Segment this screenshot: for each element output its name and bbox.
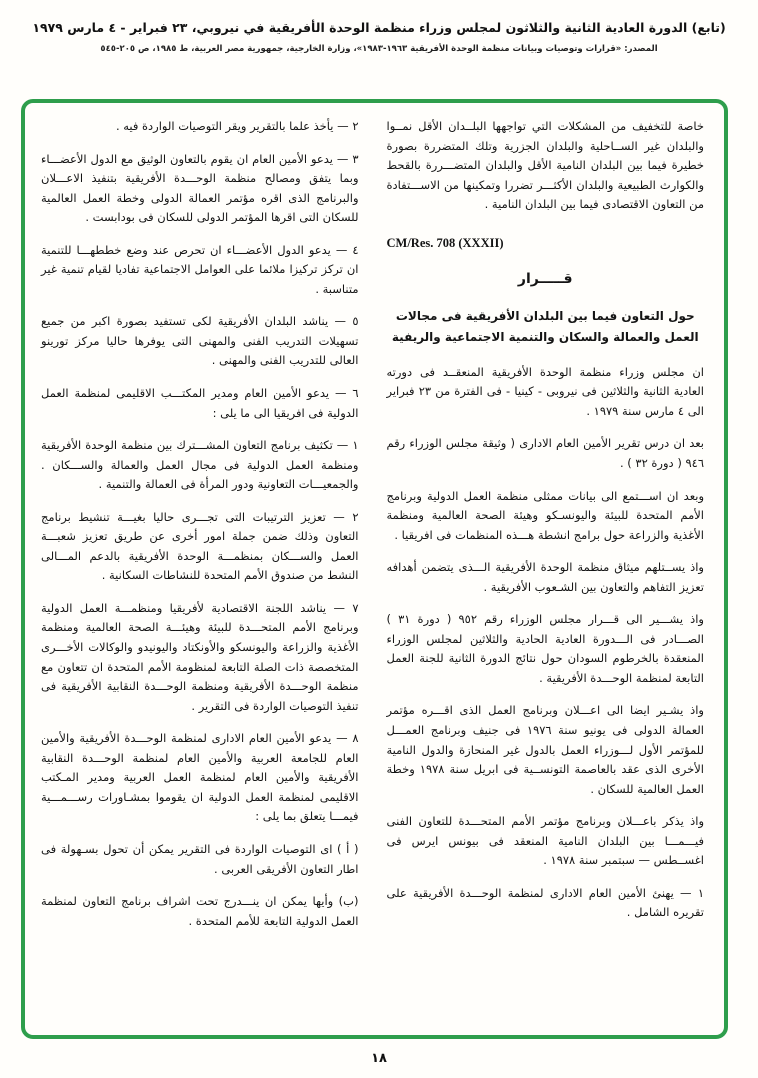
paragraph: ٢ — تعزيز الترتيبات التى تجـــرى حاليا بغيـــة تنشيط برنامج التعاون وذلك ضمن جملة امور أخرى عن طريق تعزيز شعبـــة العمل والســـكان بمنظمـــة الوحدة الأفريقية بالدعم المـــالى النشط من صندوق الأمم المتحدة للنشاطات السكانية .: [41, 509, 359, 583]
paragraph: واذ يشـير ايضا الى اعـــلان وبرنامج العمل الذى اقـــره مؤتمر العمالة الدولى فى يونيو سنة ١٩٧٦ فى جنيف وبرنامج العمـــل للمؤتمر الأول لـــوزراء العمل بالدول غير المنحازة والدول النامية الأخرى الذى عقد بالعاصمة التونســية فى ابريل سنة ١٩٧٨ وخطة العمل العالمية للسكان .: [386, 703, 704, 796]
paragraph: ( أ ) اى التوصيات الواردة فى التقرير يمكن أن تحول بسـهولة فى اطار التعاون الأفريقى العربى .: [41, 841, 359, 876]
paragraph: ان مجلس وزراء منظمة الوحدة الأفريقية المنعقــد فى دورته العادية الثانية والثلاثين فى نيروبى - كينيا - فى الفترة من ٢٣ فبراير الى ٤ مارس سنة ١٩٧٩ .: [386, 364, 704, 418]
paragraph: بعد ان درس تقرير الأمين العام الادارى ( وثيقة مجلس الوزراء رقم ٩٤٦ ( دورة ٣٢ ) .: [386, 436, 704, 470]
paragraph: ١ — يهنئ الأمين العام الادارى لمنظمة الوحـــدة الأفريقية على تقريره الشامل .: [386, 885, 704, 920]
page-number: ١٨: [371, 1051, 387, 1066]
paragraph: ٣ — يدعو الأمين العام ان يقوم بالتعاون الوثيق مع الدول الأعضـــاء وبما يتفق ومصالح منظمة الوحـــدة الأفريقية بتنفيذ الاعـــلان والبرنامج الذى اقره مؤتمر العمالة الدولى وخطة العمل العالمية للسكان التى اقرها المؤتمر الدولى للسكان فى بودابست .: [41, 151, 359, 225]
paragraph: ٦ — يدعو الأمين العام ومدير المكتـــب الاقليمى لمنظمة العمل الدولية فى افريقيا الى ما يلى :: [41, 386, 359, 420]
header-source-line: المصدر: «قرارات وتوصيات وبيانات منظمة الوحدة الأفريقية ١٩٦٣-١٩٨٣»، وزارة الخارجية، جمهورية مصر العربية، ط ١٩٨٥، ص ٢٠٥-٥٤٥: [100, 44, 658, 54]
header-session-title: (تابع) الدورة العادية الثانية والثلاثون لمجلس وزراء منظمة الوحدة الأفريقية في نيروبي، ٢٣ فبراير - ٤ مارس ١٩٧٩: [32, 20, 726, 35]
paragraph: ٢ — يأخذ علما بالتقرير ويقر التوصيات الواردة فيه .: [115, 119, 359, 133]
resolution-number: CM/Res. 708 (XXXII): [386, 235, 504, 250]
paragraph: واذ يشـــير الى قـــرار مجلس الوزراء رقم ٩٥٢ ( دورة ٣١ ) الصـــادر فى الـــدورة العادية الحادية والثلاثين لمجلس الوزراء المنعقدة بالخرطوم السودان حول نتائج الدورة الثانية للجنة العمل التابعة لمنظمة الوحـــدة الأفريقية .: [386, 612, 704, 685]
paragraph: واذ يســتلهم ميثاق منظمة الوحدة الأفريقية الـــذى يتضمن أهدافه تعزيز التفاهم والتعاون بين الشـعوب الأفريقية .: [386, 560, 704, 594]
document-header: [0, 0, 758, 54]
paragraph: ٤ — يدعو الدول الأعضـــاء ان تحرص عند وضع خططهـــا للتنمية ان تركز تركيزا ملائما على العوامل الاجتماعية تفاديا لقيام تنمية غير متناسبة .: [41, 242, 359, 296]
resolution-heading: قـــــرار: [517, 270, 573, 287]
right-column: [387, 117, 705, 1025]
paragraph: (ب) وأيها يمكن ان ينـــدرج تحت اشراف برنامج التعاون لمنظمة العمل الدولية التابعة للأمم المتحدة .: [41, 894, 359, 928]
content-frame: [21, 99, 728, 1039]
paragraph: ٥ — يناشد البلدان الأفريقية لكى تستفيد بصورة اكبر من جميع تسهيلات التدريب الفنى والمهنى التى يوفرها حاليا مركز تورينو العالى للتدريب الفنى والمهنى .: [41, 314, 359, 368]
paragraph: واذ يذكر باعـــلان وبرنامج مؤتمر الأمم المتحـــدة للتعاون الفنى فيـــمـــا بين البلدان النامية المنعقد فى بيونس ايرس فى اغســطس — سبتمبر سنة ١٩٧٨ .: [386, 814, 704, 868]
left-column: [41, 117, 359, 1025]
paragraph: ٨ — يدعو الأمين العام الادارى لمنظمة الوحـــدة الأفريقية والأمين العام للجامعة العربية والأمين العام لمنظمة الوحـــدة النقابية الأفريقية والأمين العام لمنظمة العمل العربية ومدير المـكتب الاقليمى لمنظمة العمل الدولية ان يقوموا بمشـاورات رســـمـــية فيمـــا يتعلق بما يلى :: [41, 731, 359, 824]
paragraph: خاصة للتخفيف من المشكلات التي تواجهها البلــدان الأقل نمــوا والبلدان غير الســاحلية والبلدان الجزرية وتلك المتضررة بصورة خطيرة فيما بين البلدان النامية الأقل والبلدان المتضـــررة بالقحط والكوارث الطبيعية والبلدان الأكثـــر تضررا وتمكينها من الاســـتفادة من التعاون الاقتصادى فيما بين البلدان النامية .: [386, 119, 704, 212]
paragraph: ٧ — يناشد اللجنة الاقتصادية لأفريقيا ومنظمـــة العمل الدولية وبرنامج الأمم المتحـــدة للبيئة وهيئـــة الصحة العالمية ومنظمة الأغذية والزراعة واليونسكو والأونكتاد واليونيدو والوكالات الأخـــرى المتخصصة ذات الصلة التابعة لمنظومة الأمم المتحدة ان تتعاون مع منظمة الوحـــدة الأفريقية ومنظمة الوحـــدة النقابية الأفريقية فى تنفيذ التوصيات الواردة فى التقرير .: [41, 600, 359, 713]
resolution-title: حول التعاون فيما بين البلدان الأفريقية فى مجالات العمل والعمالة والسكان والتنمية الاجتماعية والريفية: [391, 308, 699, 344]
paragraph: وبعد ان اســـتمع الى بيانات ممثلى منظمة العمل الدولية وبرنامج الأمم المتحدة للبيئة واليونسـكو وهيئة الصحة العالمية ومنظمة الأغذية والزراعة حول برامج انشطة هـــذه المنظمات فى افريقيا .: [386, 488, 704, 542]
columns: [41, 117, 704, 1025]
paragraph: ١ — تكثيف برنامج التعاون المشـــترك بين منظمة الوحدة الأفريقية ومنظمة العمل الدولية فى مجال العمل والعمالة والســـكان . والجمعيـــات التعاونية ودور المرأة فى العمالة والتنمية .: [41, 438, 359, 492]
